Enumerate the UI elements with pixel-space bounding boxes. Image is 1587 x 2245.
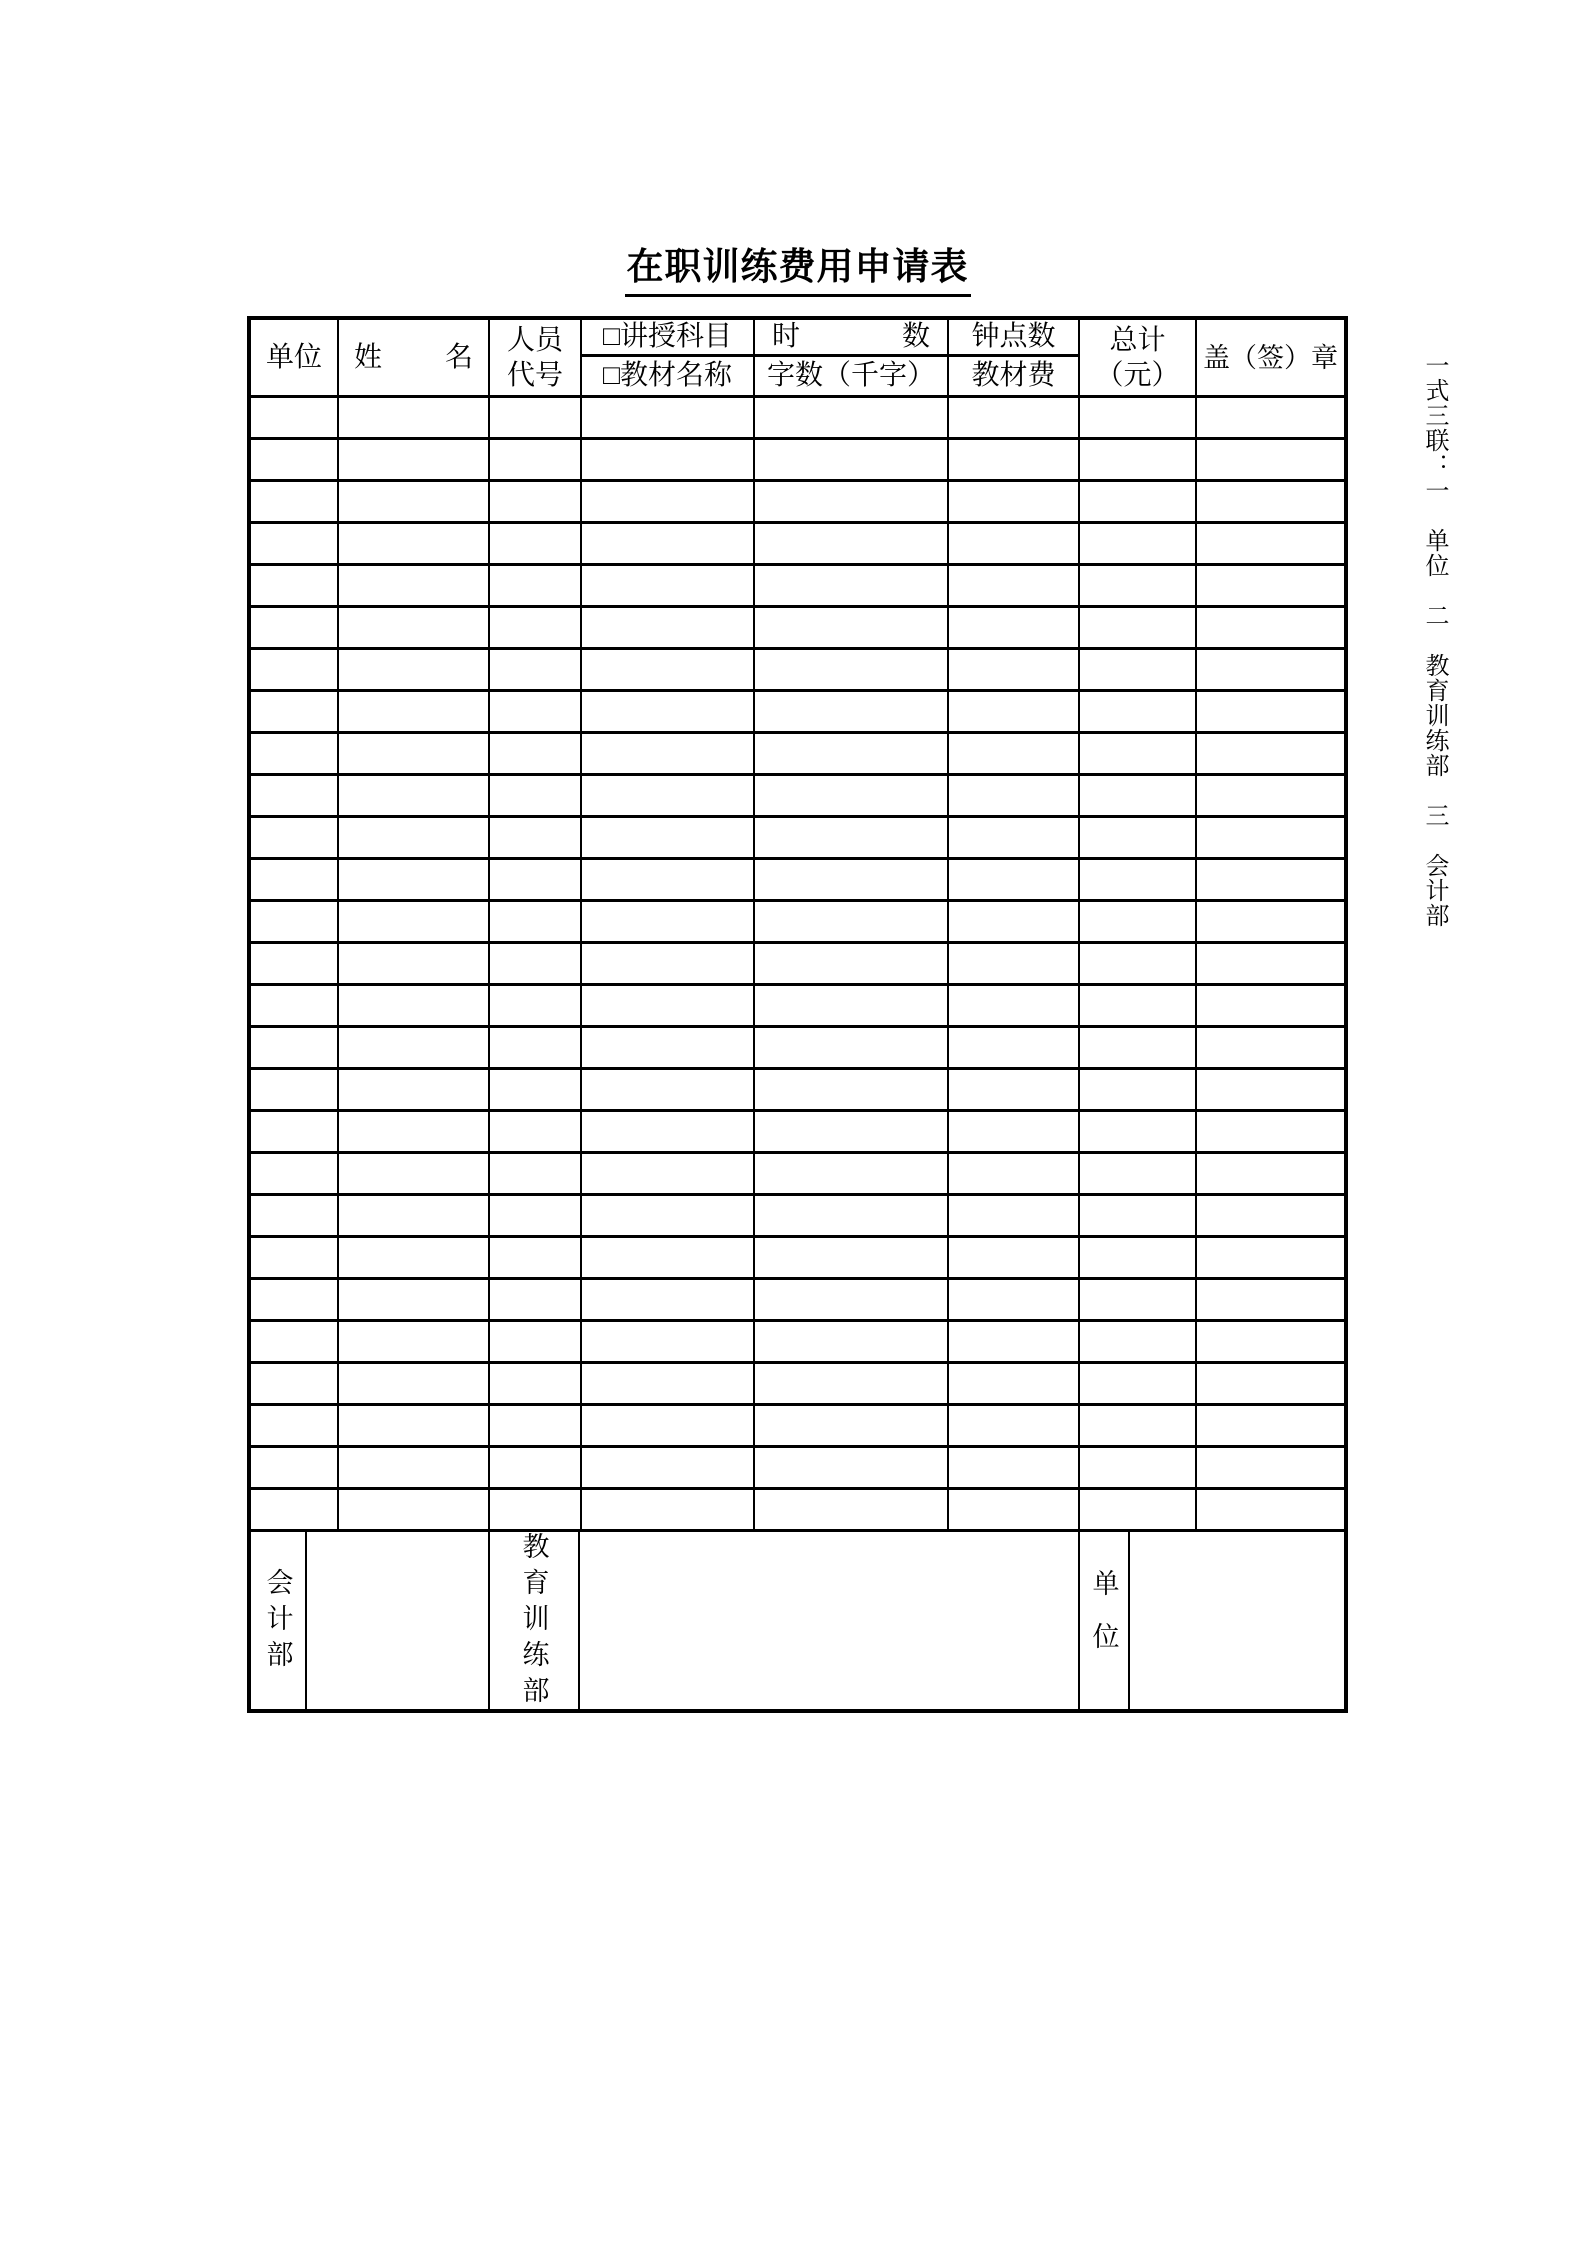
table-cell <box>339 1238 490 1280</box>
table-footer <box>251 1532 1344 1712</box>
table-cell <box>1197 944 1344 986</box>
table-cell <box>582 398 755 440</box>
table-cell <box>490 1112 582 1154</box>
table-cell <box>1197 398 1344 440</box>
header-cell-word-count: 字数（千字） <box>755 357 949 395</box>
table-cell <box>1080 398 1197 440</box>
table-cell <box>949 1028 1080 1070</box>
table-cell <box>755 1406 949 1448</box>
table-cell <box>582 944 755 986</box>
table-cell <box>755 398 949 440</box>
table-cell <box>490 566 582 608</box>
header-cell-total <box>1080 320 1197 395</box>
table-cell <box>755 1070 949 1112</box>
table-cell <box>755 1322 949 1364</box>
table-cell <box>755 1238 949 1280</box>
table-cell <box>339 1406 490 1448</box>
table-cell <box>1197 1112 1344 1154</box>
table-cell <box>949 440 1080 482</box>
table-cell <box>949 944 1080 986</box>
table-cell <box>251 1364 339 1406</box>
table-cell <box>1080 1322 1197 1364</box>
table-cell <box>490 1406 582 1448</box>
table-cell <box>755 650 949 692</box>
footer-cell-education-label <box>490 1532 580 1712</box>
header-cell-material-fee: 教材费 <box>949 357 1080 395</box>
table-cell <box>490 1490 582 1532</box>
table-cell <box>490 1280 582 1322</box>
table-cell <box>251 1238 339 1280</box>
table-cell <box>490 734 582 776</box>
table-cell <box>251 608 339 650</box>
table-cell <box>490 1448 582 1490</box>
table-cell <box>949 1112 1080 1154</box>
table-cell <box>755 1364 949 1406</box>
table-cell <box>339 1196 490 1238</box>
table-cell <box>251 1112 339 1154</box>
table-cell <box>1197 1406 1344 1448</box>
checkbox-icon: □ <box>603 360 620 391</box>
table-cell <box>339 1364 490 1406</box>
table-cell <box>582 860 755 902</box>
table-cell <box>1080 1028 1197 1070</box>
table-cell <box>949 1154 1080 1196</box>
table-cell <box>1080 860 1197 902</box>
table-cell <box>582 986 755 1028</box>
table-cell <box>582 902 755 944</box>
table-cell <box>755 524 949 566</box>
table-cell <box>582 1112 755 1154</box>
table-cell <box>949 986 1080 1028</box>
table-cell <box>755 818 949 860</box>
table-cell <box>490 1238 582 1280</box>
table-cell <box>1080 1280 1197 1322</box>
table-cell <box>755 986 949 1028</box>
table-cell <box>1080 440 1197 482</box>
table-cell <box>490 398 582 440</box>
table-cell <box>1080 566 1197 608</box>
table-cell <box>251 398 339 440</box>
table-cell <box>339 944 490 986</box>
table-cell <box>1080 1196 1197 1238</box>
table-cell <box>582 1490 755 1532</box>
table-cell <box>251 440 339 482</box>
title-row <box>247 236 1348 297</box>
table-cell <box>251 650 339 692</box>
table-cell <box>1080 1406 1197 1448</box>
table-cell <box>582 1322 755 1364</box>
table-cell <box>339 1490 490 1532</box>
table-cell <box>490 692 582 734</box>
table-cell <box>582 1448 755 1490</box>
table-cell <box>1197 608 1344 650</box>
table-cell <box>339 1448 490 1490</box>
table-cell <box>339 1154 490 1196</box>
table-cell <box>490 818 582 860</box>
table-cell <box>490 944 582 986</box>
table-cell <box>1080 818 1197 860</box>
header-name-right: 名 <box>444 341 473 373</box>
total-line1: 总计 <box>1109 324 1166 356</box>
table-cell <box>490 1070 582 1112</box>
unit-label: 单位 <box>1088 1569 1119 1675</box>
table-cell <box>339 650 490 692</box>
table-cell <box>490 650 582 692</box>
table-cell <box>755 776 949 818</box>
table-cell <box>339 524 490 566</box>
footer-cell-education-space <box>580 1532 1080 1712</box>
table-cell <box>251 1322 339 1364</box>
table-cell <box>490 1364 582 1406</box>
header-cell-name <box>339 320 490 395</box>
header-name-left: 姓 <box>354 341 383 373</box>
table-cell <box>1080 1154 1197 1196</box>
table-cell <box>490 1322 582 1364</box>
header-cell-hours <box>755 320 949 357</box>
table-cell <box>1197 1196 1344 1238</box>
table-cell <box>339 692 490 734</box>
table-cell <box>490 608 582 650</box>
table-cell <box>1197 860 1344 902</box>
table-cell <box>490 524 582 566</box>
table-cell <box>1080 524 1197 566</box>
table-cell <box>251 482 339 524</box>
table-cell <box>490 860 582 902</box>
table-cell <box>490 1154 582 1196</box>
table-cell <box>1080 776 1197 818</box>
footer-cell-unit-space <box>1130 1532 1344 1712</box>
accounting-dept-label: 会计部 <box>262 1568 293 1676</box>
table-cell <box>949 1406 1080 1448</box>
table-cell <box>949 1322 1080 1364</box>
table-cell <box>490 776 582 818</box>
table-cell <box>251 1280 339 1322</box>
personnel-code-line2: 代号 <box>506 359 563 391</box>
table-cell <box>949 398 1080 440</box>
table-cell <box>490 440 582 482</box>
table-cell <box>490 1196 582 1238</box>
table-cell <box>582 566 755 608</box>
table-cell <box>949 1448 1080 1490</box>
table-cell <box>582 1280 755 1322</box>
table-cell <box>339 902 490 944</box>
table-cell <box>339 1112 490 1154</box>
table-cell <box>251 860 339 902</box>
material-label: 教材名称 <box>619 360 732 391</box>
table-cell <box>582 1154 755 1196</box>
table-cell <box>1080 608 1197 650</box>
table-cell <box>1080 1238 1197 1280</box>
table-cell <box>1080 986 1197 1028</box>
table-cell <box>582 1364 755 1406</box>
table-cell <box>1197 1280 1344 1322</box>
table-cell <box>582 524 755 566</box>
table-cell <box>755 1448 949 1490</box>
table-cell <box>1197 524 1344 566</box>
table-cell <box>949 818 1080 860</box>
table-cell <box>755 734 949 776</box>
table-cell <box>251 1406 339 1448</box>
table-cell <box>1197 692 1344 734</box>
table-cell <box>582 1196 755 1238</box>
checkbox-icon: □ <box>603 321 620 352</box>
table-cell <box>1197 440 1344 482</box>
table-header <box>251 320 1344 398</box>
table-cell <box>251 524 339 566</box>
table-cell <box>490 902 582 944</box>
table-cell <box>339 398 490 440</box>
table-body <box>251 398 1344 1532</box>
header-cell-unit: 单位 <box>251 320 339 395</box>
table-cell <box>949 1280 1080 1322</box>
table-cell <box>582 650 755 692</box>
total-line2: （元） <box>1095 359 1180 391</box>
table-cell <box>755 482 949 524</box>
table-cell <box>755 1154 949 1196</box>
header-cell-subject <box>582 320 755 357</box>
table-cell <box>1197 818 1344 860</box>
table-cell <box>755 902 949 944</box>
table-cell <box>949 608 1080 650</box>
table-cell <box>251 1448 339 1490</box>
table-cell <box>949 566 1080 608</box>
table-cell <box>1080 1070 1197 1112</box>
table-cell <box>339 608 490 650</box>
table-cell <box>1080 944 1197 986</box>
table-cell <box>949 1490 1080 1532</box>
table-cell <box>755 1280 949 1322</box>
table-cell <box>582 1028 755 1070</box>
table-cell <box>949 734 1080 776</box>
table-cell <box>949 650 1080 692</box>
footer-cell-unit-label <box>1080 1532 1130 1712</box>
table-cell <box>949 482 1080 524</box>
table-cell <box>339 1322 490 1364</box>
table-cell <box>1197 1154 1344 1196</box>
table-cell <box>1197 734 1344 776</box>
table-cell <box>339 860 490 902</box>
table-cell <box>1197 566 1344 608</box>
table-cell <box>1197 776 1344 818</box>
table-cell <box>1197 1364 1344 1406</box>
table-cell <box>755 608 949 650</box>
table-cell <box>949 1364 1080 1406</box>
header-cell-seal: 盖（签）章 <box>1203 342 1338 373</box>
table-cell <box>251 818 339 860</box>
table-cell <box>1197 1028 1344 1070</box>
table-cell <box>1197 482 1344 524</box>
table-cell <box>755 440 949 482</box>
side-note: 一式三联：一 单位 二 教育训练部 三 会计部 <box>1421 353 1447 928</box>
table-cell <box>339 1070 490 1112</box>
page-title: 在职训练费用申请表 <box>625 236 971 297</box>
table-cell <box>1080 734 1197 776</box>
table-cell <box>755 692 949 734</box>
table-cell <box>339 776 490 818</box>
table-cell <box>755 860 949 902</box>
table-cell <box>251 1196 339 1238</box>
table-cell <box>251 986 339 1028</box>
table-cell <box>251 692 339 734</box>
table-cell <box>582 1070 755 1112</box>
table-cell <box>1197 1070 1344 1112</box>
table-cell <box>582 482 755 524</box>
hours-right: 数 <box>901 321 930 352</box>
table-cell <box>949 1238 1080 1280</box>
table-cell <box>251 776 339 818</box>
table-cell <box>1080 1364 1197 1406</box>
application-table <box>247 316 1348 1713</box>
table-cell <box>1197 1238 1344 1280</box>
table-cell <box>251 1028 339 1070</box>
table-cell <box>1080 1490 1197 1532</box>
table-cell <box>1080 482 1197 524</box>
table-cell <box>949 860 1080 902</box>
table-cell <box>339 986 490 1028</box>
table-cell <box>582 692 755 734</box>
table-cell <box>251 902 339 944</box>
header-cell-material <box>582 357 755 395</box>
table-cell <box>949 902 1080 944</box>
table-cell <box>1080 1448 1197 1490</box>
table-cell <box>582 734 755 776</box>
table-cell <box>1197 1490 1344 1532</box>
table-cell <box>582 776 755 818</box>
table-cell <box>1197 650 1344 692</box>
header-cell-hour-rate: 钟点数 <box>949 320 1080 357</box>
table-cell <box>251 566 339 608</box>
table-cell <box>949 1196 1080 1238</box>
table-cell <box>582 1238 755 1280</box>
table-cell <box>339 1028 490 1070</box>
table-cell <box>1080 1112 1197 1154</box>
table-cell <box>490 1028 582 1070</box>
table-cell <box>582 818 755 860</box>
table-cell <box>251 734 339 776</box>
table-cell <box>251 1490 339 1532</box>
table-cell <box>339 818 490 860</box>
table-cell <box>1197 1448 1344 1490</box>
table-cell <box>949 776 1080 818</box>
table-cell <box>1197 902 1344 944</box>
table-cell <box>582 1406 755 1448</box>
table-cell <box>339 482 490 524</box>
table-cell <box>251 1154 339 1196</box>
table-cell <box>251 1070 339 1112</box>
table-cell <box>339 1280 490 1322</box>
footer-cell-accounting-label <box>251 1532 307 1712</box>
table-cell <box>1197 1322 1344 1364</box>
table-cell <box>339 566 490 608</box>
table-cell <box>1080 650 1197 692</box>
subject-label: 讲授科目 <box>619 321 732 352</box>
hours-left: 时 <box>772 321 801 352</box>
table-cell <box>1080 902 1197 944</box>
table-cell <box>755 1196 949 1238</box>
table-cell <box>582 440 755 482</box>
footer-cell-accounting-space <box>307 1532 490 1712</box>
table-cell <box>490 482 582 524</box>
table-cell <box>755 944 949 986</box>
table-cell <box>949 692 1080 734</box>
table-cell <box>1080 692 1197 734</box>
table-cell <box>251 944 339 986</box>
table-cell <box>755 1490 949 1532</box>
education-training-dept-label: 教育训练部 <box>518 1532 549 1712</box>
personnel-code-line1: 人员 <box>506 324 563 356</box>
table-cell <box>949 524 1080 566</box>
table-cell <box>490 986 582 1028</box>
table-cell <box>1197 986 1344 1028</box>
table-cell <box>755 566 949 608</box>
table-cell <box>582 608 755 650</box>
table-cell <box>755 1112 949 1154</box>
table-cell <box>755 1028 949 1070</box>
header-cell-personnel-code <box>490 320 582 395</box>
table-cell <box>949 1070 1080 1112</box>
table-cell <box>339 440 490 482</box>
table-cell <box>339 734 490 776</box>
